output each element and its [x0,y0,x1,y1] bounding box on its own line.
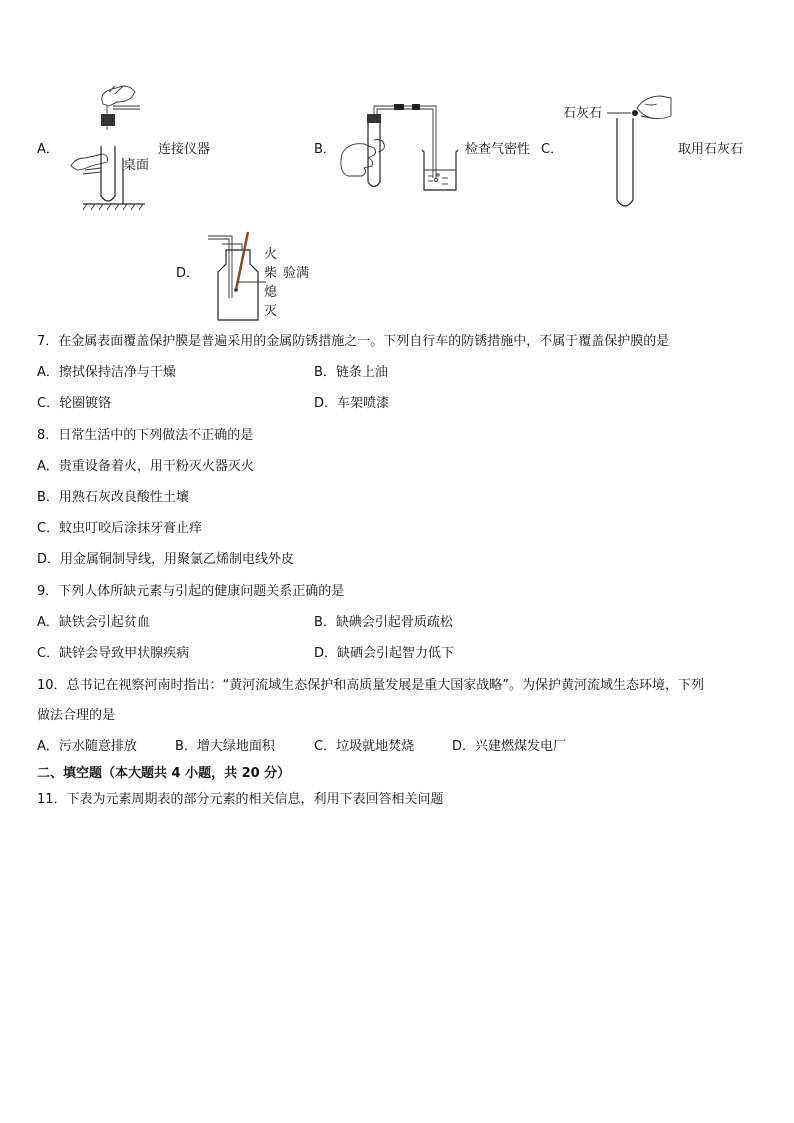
option-c-letter: C． [541,142,564,157]
desk-surface-note: 桌面 [123,158,150,173]
option-d-letter: D． [176,266,200,281]
q8-option-d: D．用金属铜制导线，用聚氯乙烯制电线外皮 [37,552,295,567]
take-limestone-figure [605,94,677,214]
option-a-label: 连接仪器 [158,142,211,157]
q10-option-b: B．增大绿地面积 [175,739,275,754]
question-7-stem: 7．在金属表面覆盖保护膜是普遍采用的金属防锈措施之一。下列自行车的防锈措施中，不属于覆盖保护膜的是 [37,334,670,349]
q7-option-a: A．擦拭保持洁净与干燥 [37,365,176,380]
q9-option-c: C．缺锌会导致甲状腺疾病 [37,646,190,661]
question-10-stem-line-2: 做法合理的是 [37,708,116,723]
match-note-4: 灭 [264,304,278,319]
q10-option-c: C．垃圾就地焚烧 [314,739,415,754]
question-9-stem: 9．下列人体所缺元素与引起的健康问题关系正确的是 [37,584,345,599]
match-note-3: 熄 [264,285,278,300]
q7-option-b: B．链条上油 [314,365,388,380]
q9-option-d: D．缺硒会引起智力低下 [314,646,455,661]
question-11-stem: 11．下表为元素周期表的部分元素的相关信息，利用下表回答相关问题 [37,792,444,807]
limestone-note: 石灰石 [563,106,603,121]
q9-option-a: A．缺铁会引起贫血 [37,615,150,630]
q10-option-a: A．污水随意排放 [37,739,137,754]
section-2-title: 二、填空题（本大题共 4 小题，共 20 分） [37,766,291,781]
match-note-2: 柴 [264,266,278,281]
match-note-1: 火 [264,247,278,262]
connect-apparatus-figure [65,82,160,212]
option-b-label: 检查气密性 [465,142,531,157]
q8-option-a: A．贵重设备着火，用干粉灭火器灭火 [37,459,254,474]
q7-option-c: C．轮圈镀铬 [37,396,112,411]
q8-option-c: C．蚊虫叮咬后涂抹牙膏止痒 [37,521,203,536]
option-b-letter: B． [314,142,336,157]
option-c-label: 取用石灰石 [678,142,744,157]
q7-option-d: D．车架喷漆 [314,396,390,411]
q8-option-b: B．用熟石灰改良酸性土壤 [37,490,189,505]
q10-option-d: D．兴建燃煤发电厂 [452,739,567,754]
airtightness-check-figure [338,100,463,195]
question-8-stem: 8．日常生活中的下列做法不正确的是 [37,428,254,443]
q9-option-b: B．缺碘会引起骨质疏松 [314,615,453,630]
option-a-letter: A． [37,142,59,157]
gas-full-check-figure [200,228,270,323]
option-d-label: 验满 [283,266,310,281]
question-10-stem-line-1: 10．总书记在视察河南时指出：“黄河流域生态保护和高质量发展是重大国家战略”。为保护黄河流域生态环境，下列 [37,678,705,693]
